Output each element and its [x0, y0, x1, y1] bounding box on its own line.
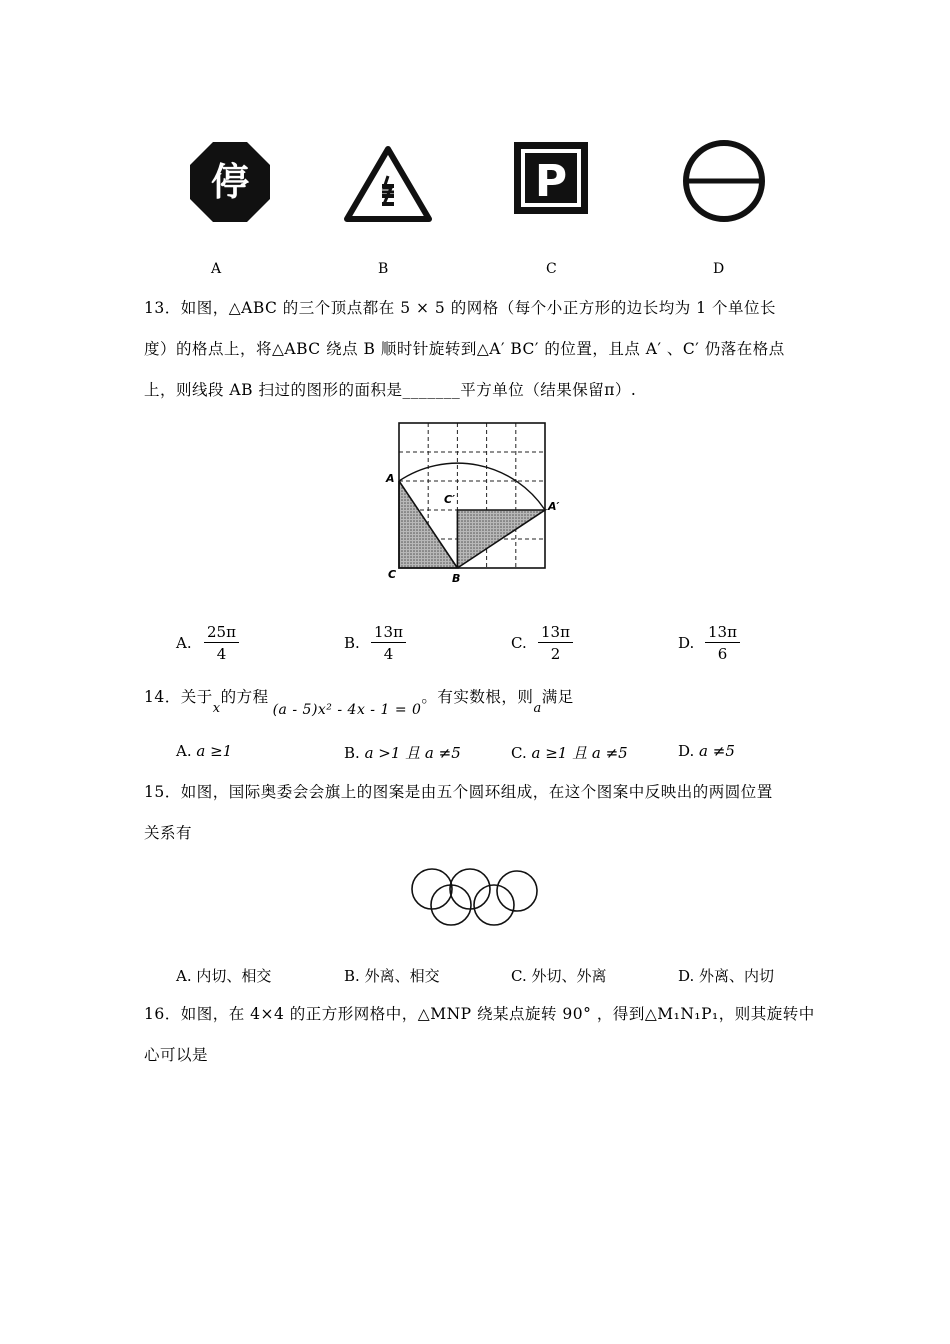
q14-var-a: a [533, 701, 542, 716]
q15-option-b [344, 965, 440, 986]
sign-label-a: A [211, 261, 222, 277]
q13-option-a-letter: A. [176, 634, 192, 652]
q13-label-c-prime: C′ [444, 493, 455, 506]
q13-option-d-numerator: 13π [705, 622, 740, 643]
q13-label-a-prime: A′ [548, 500, 560, 513]
q14-stem [144, 685, 574, 718]
q15-option-c-letter: C. [511, 967, 527, 985]
q14-prefix: 14．关于 [144, 688, 213, 706]
q16-line-1: 16．如图，在 4×4 的正方形网格中，△MNP 绕某点旋转 90° ，得到△M₁N₁P₁，则其旋转中 [144, 1005, 815, 1023]
q13-label-c: C [388, 568, 397, 581]
q13-option-c-numerator: 13π [538, 622, 573, 643]
q13-option-d-letter: D. [678, 634, 695, 652]
q15-option-a-letter: A. [176, 967, 192, 985]
q14-end: 满足 [541, 688, 574, 706]
q14-var-x: x [212, 701, 221, 716]
sign-d-no-entry-circle [681, 138, 767, 224]
q13-option-b-numerator: 13π [371, 622, 406, 643]
q14-option-d [678, 742, 735, 760]
sign-label-b: B [378, 261, 389, 277]
q14-option-c [511, 742, 628, 763]
sign-label-c: C [546, 261, 557, 277]
sign-a-glyph: 停 [210, 160, 250, 204]
q15-option-d-letter: D. [678, 967, 695, 985]
q13-line-1: 13．如图，△ABC 的三个顶点都在 5 × 5 的网格（每个小正方形的边长均为 1 个单位长 [144, 299, 776, 317]
q14-option-b-letter: B. [344, 744, 360, 762]
q13-option-b-denominator: 4 [383, 645, 394, 663]
q13-rotation-grid-figure [380, 418, 580, 588]
q13-option-a-denominator: 4 [216, 645, 227, 663]
q14-option-d-text: a ≠5 [699, 742, 735, 760]
q15-option-c [511, 965, 607, 986]
q13-option-a-fraction [204, 622, 239, 665]
q13-option-c-letter: C. [511, 634, 527, 652]
q14-suffix: 。有实数根，则 [421, 688, 534, 706]
q13-option-c-fraction [538, 622, 573, 665]
q15-option-a [176, 965, 271, 986]
q15-option-a-text: 内切、相交 [196, 967, 272, 985]
q15-option-c-text: 外切、外离 [531, 967, 607, 985]
q13-option-b-fraction [371, 622, 406, 665]
q14-option-b-text: a >1 且 a ≠5 [364, 744, 461, 762]
q13-option-c-denominator: 2 [550, 645, 561, 663]
q13-label-a: A [386, 472, 395, 485]
q14-option-b [344, 742, 461, 763]
q15-option-d-text: 外离、内切 [699, 967, 775, 985]
q14-equation: (a - 5)x² - 4x - 1 = 0 [272, 702, 422, 718]
q13-label-b: B [452, 572, 461, 585]
q13-option-d-denominator: 6 [717, 645, 728, 663]
q13-option-b-letter: B. [344, 634, 360, 652]
q14-option-a [176, 742, 232, 760]
q15-olympic-rings-figure [405, 862, 545, 932]
q15-line-1: 15．如图，国际奥委会会旗上的图案是由五个圆环组成，在这个图案中反映出的两圆位置 [144, 783, 773, 801]
q16-line-2: 心可以是 [144, 1046, 209, 1064]
q15-line-2: 关系有 [144, 824, 193, 842]
sign-c-glyph: P [534, 156, 568, 207]
q14-option-c-text: a ≥1 且 a ≠5 [531, 744, 628, 762]
q15-option-b-text: 外离、相交 [364, 967, 440, 985]
q14-option-a-text: a ≥1 [196, 742, 233, 760]
q13-option-d-fraction [705, 622, 740, 665]
q15-option-d [678, 965, 774, 986]
q13-option-a-numerator: 25π [204, 622, 239, 643]
q14-mid: 的方程 [220, 688, 269, 706]
sign-label-d: D [713, 261, 725, 277]
q13-line-2: 度）的格点上，将△ABC 绕点 B 顺时针旋转到△A′ BC′ 的位置，且点 A′ 、C′ 仍落在格点 [144, 340, 785, 358]
sign-c-parking [512, 140, 590, 216]
q13-line-3: 上，则线段 AB 扫过的图形的面积是_______平方单位（结果保留π）. [144, 381, 637, 399]
q15-option-b-letter: B. [344, 967, 360, 985]
sign-b-warning-triangle [344, 146, 432, 222]
q14-option-d-letter: D. [678, 742, 695, 760]
q14-option-a-letter: A. [176, 742, 192, 760]
sign-a-stop-octagon [188, 140, 272, 224]
q14-option-c-letter: C. [511, 744, 527, 762]
